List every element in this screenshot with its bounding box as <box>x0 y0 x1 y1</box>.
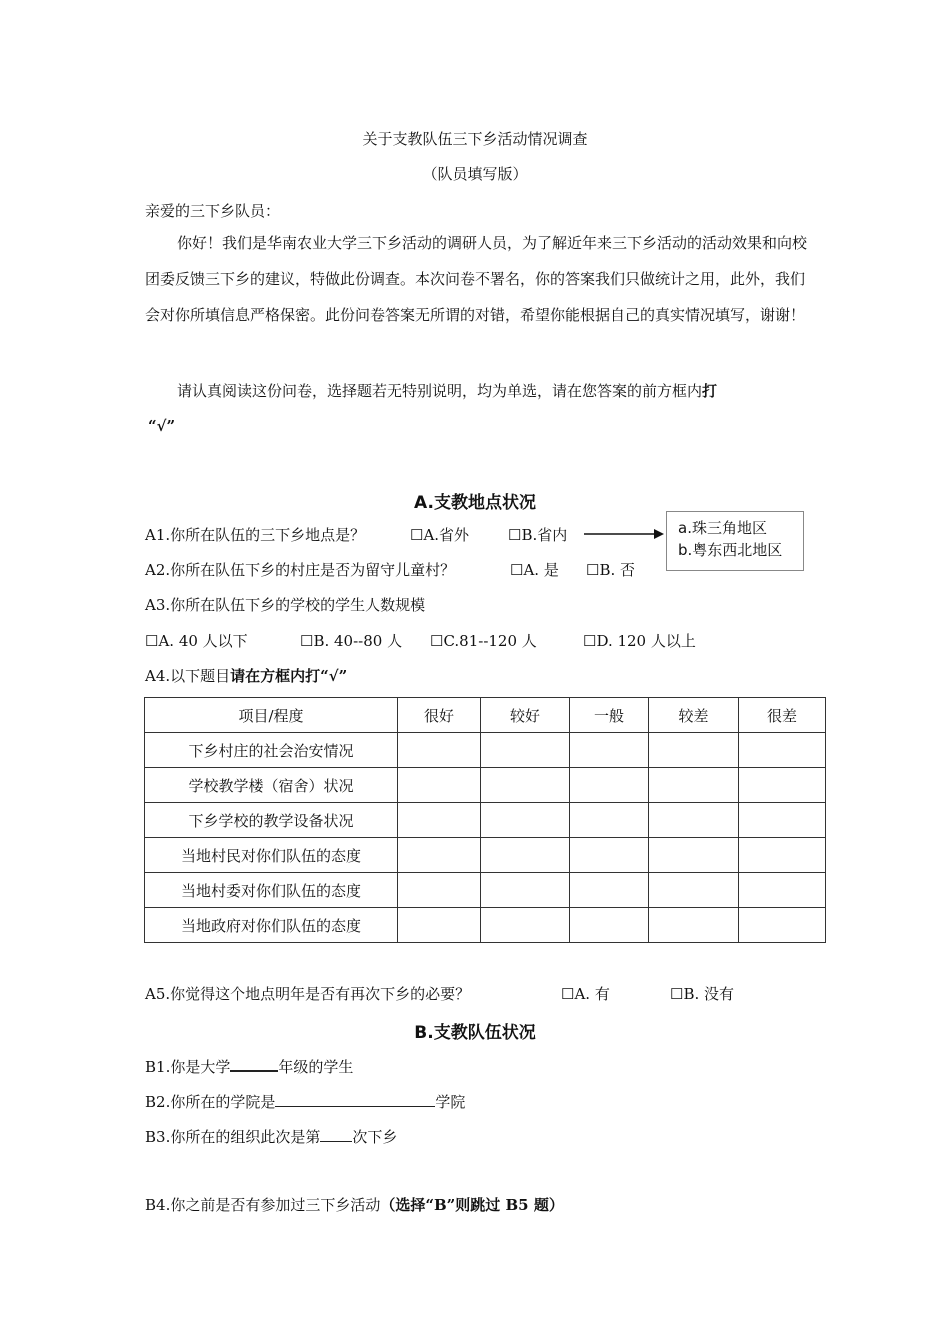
rating-cell[interactable] <box>570 733 649 768</box>
rating-cell[interactable] <box>398 908 481 943</box>
rating-cell[interactable] <box>570 908 649 943</box>
b2-blank-field[interactable] <box>275 1090 435 1107</box>
a2-option-b[interactable]: ☐B. 否 <box>586 561 636 579</box>
table-header-cell: 一般 <box>570 698 649 733</box>
rating-cell[interactable] <box>649 838 739 873</box>
rating-cell[interactable] <box>739 908 826 943</box>
rating-cell[interactable] <box>481 803 570 838</box>
rating-cell[interactable] <box>570 838 649 873</box>
rating-cell[interactable] <box>570 873 649 908</box>
table-header-cell: 很好 <box>398 698 481 733</box>
table-row <box>145 768 826 803</box>
table-row <box>145 803 826 838</box>
rating-cell[interactable] <box>570 768 649 803</box>
rating-cell[interactable] <box>481 733 570 768</box>
question-b2 <box>145 1090 465 1112</box>
a1-option-a[interactable]: ☐A.省外 <box>410 526 470 544</box>
rating-cell[interactable] <box>481 873 570 908</box>
b3-post: 次下乡 <box>352 1128 398 1146</box>
b4-note: （选择“B”则跳过 B5 题） <box>380 1196 564 1214</box>
row-label: 当地村委对你们队伍的态度 <box>145 873 398 908</box>
rating-cell[interactable] <box>739 803 826 838</box>
callout-option-a[interactable]: a.珠三角地区 <box>678 519 767 537</box>
a5-option-a[interactable]: ☐A. 有 <box>561 985 610 1003</box>
instruction-mark: “√” <box>148 417 176 435</box>
callout-option-b[interactable]: b.粤东西北地区 <box>678 541 783 559</box>
rating-cell[interactable] <box>649 733 739 768</box>
rating-cell[interactable] <box>739 873 826 908</box>
a1-option-b[interactable]: ☐B.省内 <box>508 526 568 544</box>
instruction-text: 请认真阅读这份问卷，选择题若无特别说明，均为单选，请在您答案的前方框内 <box>177 382 703 400</box>
row-label: 当地村民对你们队伍的态度 <box>145 838 398 873</box>
question-a5: A5.你觉得这个地点明年是否有再次下乡的必要？ <box>145 985 471 1003</box>
rating-cell[interactable] <box>398 803 481 838</box>
row-label: 下乡村庄的社会治安情况 <box>145 733 398 768</box>
question-a4 <box>145 665 347 686</box>
a3-option-b[interactable]: ☐B. 40--80 人 <box>300 632 403 650</box>
table-header-cell: 项目/程度 <box>145 698 398 733</box>
a2-option-a[interactable]: ☐A. 是 <box>510 561 559 579</box>
rating-cell[interactable] <box>649 803 739 838</box>
rating-cell[interactable] <box>739 733 826 768</box>
b1-pre: B1.你是大学 <box>145 1058 231 1076</box>
rating-cell[interactable] <box>398 768 481 803</box>
rating-cell[interactable] <box>481 908 570 943</box>
section-a-heading: A.支教地点状况 <box>414 493 536 513</box>
document-title: 关于支教队伍三下乡活动情况调查 <box>362 130 588 148</box>
rating-cell[interactable] <box>570 803 649 838</box>
greeting: 亲爱的三下乡队员： <box>145 202 281 220</box>
b2-pre: B2.你所在的学院是 <box>145 1093 276 1111</box>
a4-prefix: A4.以下题目 <box>145 667 231 685</box>
rating-cell[interactable] <box>649 768 739 803</box>
b2-post: 学院 <box>435 1093 466 1111</box>
rating-cell[interactable] <box>481 838 570 873</box>
question-b4 <box>145 1194 564 1215</box>
table-row <box>145 873 826 908</box>
rating-cell[interactable] <box>481 768 570 803</box>
table-header-cell: 较好 <box>481 698 570 733</box>
a5-option-b[interactable]: ☐B. 没有 <box>670 985 735 1003</box>
a3-option-d[interactable]: ☐D. 120 人以上 <box>583 632 696 650</box>
table-row <box>145 838 826 873</box>
a1-callout-box <box>666 511 804 571</box>
b4-question: B4.你之前是否有参加过三下乡活动 <box>145 1196 381 1214</box>
row-label: 学校教学楼（宿舍）状况 <box>145 768 398 803</box>
b1-blank-field[interactable] <box>230 1054 278 1072</box>
rating-cell[interactable] <box>649 908 739 943</box>
rating-cell[interactable] <box>398 873 481 908</box>
rating-cell[interactable] <box>398 733 481 768</box>
a3-option-a[interactable]: ☐A. 40 人以下 <box>145 632 248 650</box>
question-a1: A1.你所在队伍的三下乡地点是？ <box>145 526 366 544</box>
intro-paragraph: 你好！我们是华南农业大学三下乡活动的调研人员，为了解近年来三下乡活动的活动效果和向校团委反馈三下乡的建议，特做此份调查。本次问卷不署名，你的答案我们只做统计之用，此外，我们会对你所填信息严格保密。此份问卷答案无所谓的对错，希望你能根据自己的真实情况填写，谢谢！ <box>145 234 808 324</box>
rating-cell[interactable] <box>739 838 826 873</box>
document-subtitle: （队员填写版） <box>422 165 528 183</box>
a4-bold: 请在方框内打“√” <box>230 667 348 685</box>
rating-cell[interactable] <box>649 873 739 908</box>
b1-post: 年级的学生 <box>278 1058 354 1076</box>
a4-rating-table <box>144 697 826 943</box>
rating-cell[interactable] <box>739 768 826 803</box>
question-b3 <box>145 1125 397 1147</box>
question-b1 <box>145 1054 353 1077</box>
table-header-cell: 很差 <box>739 698 826 733</box>
question-a3: A3.你所在队伍下乡的学校的学生人数规模 <box>145 596 426 614</box>
row-label: 下乡学校的教学设备状况 <box>145 803 398 838</box>
table-header-row <box>145 698 826 733</box>
b3-blank-field[interactable] <box>320 1125 352 1142</box>
b3-pre: B3.你所在的组织此次是第 <box>145 1128 321 1146</box>
question-a2: A2.你所在队伍下乡的村庄是否为留守儿童村？ <box>145 561 456 579</box>
table-row <box>145 733 826 768</box>
row-label: 当地政府对你们队伍的态度 <box>145 908 398 943</box>
rating-cell[interactable] <box>398 838 481 873</box>
table-header-cell: 较差 <box>649 698 739 733</box>
table-row <box>145 908 826 943</box>
instruction-line <box>177 380 717 401</box>
section-b-heading: B.支教队伍状况 <box>414 1023 536 1043</box>
a3-option-c[interactable]: ☐C.81--120 人 <box>430 632 537 650</box>
instruction-bold: 打 <box>702 382 718 400</box>
arrow-icon <box>584 527 664 541</box>
